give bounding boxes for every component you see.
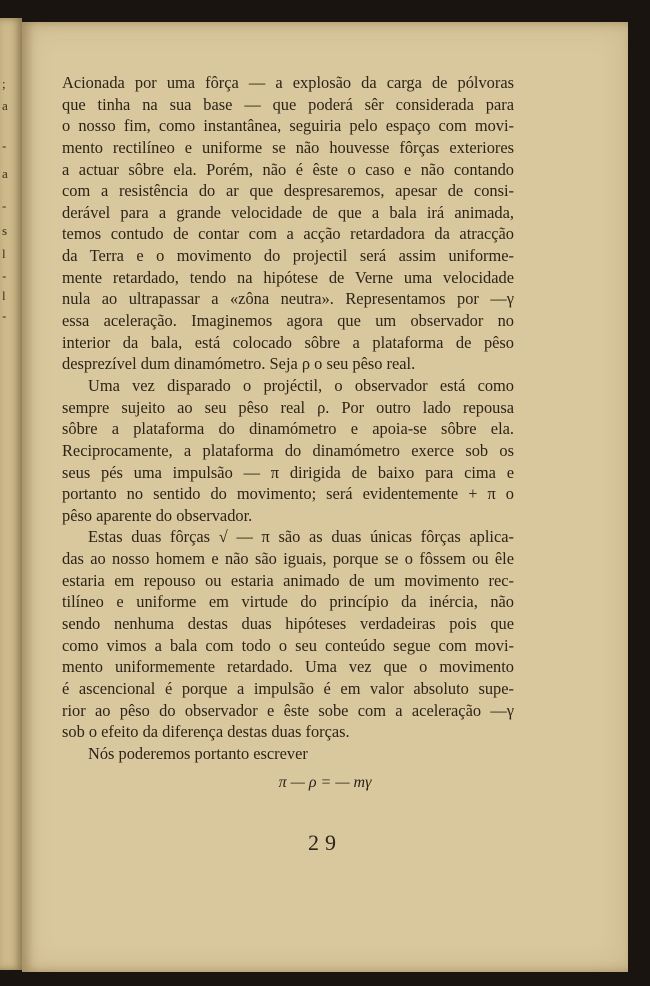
- text-line: mente retardado, tendo na hipótese de Verne uma velocidade: [62, 267, 514, 287]
- edge-mark: -: [2, 138, 7, 153]
- edge-mark: -: [2, 268, 7, 283]
- text-line: tilíneo e uniforme em virtude do princípio da inércia, não: [62, 592, 514, 612]
- edge-mark: a: [2, 98, 8, 113]
- edge-mark: ;: [2, 76, 6, 91]
- text-line: a actuar sôbre ela. Porém, não é êste o caso e não contando: [62, 159, 514, 179]
- text-line: derável para a grande velocidade de que a bala irá animada,: [62, 202, 514, 222]
- text-line: sob o efeito da diferença destas duas forças.: [62, 722, 350, 742]
- text-line: mento rectilíneo e uniforme se não houvesse fôrças exteriores: [62, 137, 514, 157]
- text-line: Acionada por uma fôrça — a explosão da carga de pólvoras: [62, 73, 514, 92]
- page-number: 29: [308, 830, 342, 855]
- book-page: [22, 22, 628, 972]
- facing-page-edge: [0, 18, 22, 970]
- text-line: é ascencional é porque a impulsão é em valor absoluto supe-: [62, 678, 514, 698]
- edge-mark: -: [2, 308, 7, 323]
- text-line: Estas duas fôrças √ — π são as duas únicas fôrças aplica-: [88, 527, 514, 547]
- body-text: [62, 72, 514, 765]
- text-line: pêso aparente do observador.: [62, 505, 253, 525]
- text-line: estaria em repouso ou estaria animado de um movimento rec-: [62, 570, 514, 590]
- text-line: como vimos a bala com todo o seu conteúdo segue com movi-: [62, 635, 514, 655]
- edge-mark: a: [2, 166, 8, 181]
- text-line: Nós poderemos portanto escrever: [88, 743, 308, 763]
- equation: π — ρ = — mγ: [278, 774, 372, 791]
- edge-mark: -: [2, 198, 7, 213]
- text-line: rior ao pêso do observador e êste sobe com a aceleração —γ: [62, 700, 514, 720]
- paragraph: [62, 72, 514, 375]
- text-line: da Terra e o movimento do projectil será assim uniforme-: [62, 246, 514, 266]
- paragraph: [62, 526, 514, 742]
- text-line: que tinha na sua base — que poderá sêr considerada para: [62, 94, 514, 114]
- text-line: desprezível dum dinamómetro. Seja ρ o seu pêso real.: [62, 354, 416, 374]
- text-line: Uma vez disparado o projéctil, o observador está como: [88, 375, 514, 395]
- paragraph: [62, 375, 514, 526]
- text-line: mento uniformemente retardado. Uma vez que o movimento: [62, 657, 514, 677]
- paragraph: [62, 743, 514, 765]
- text-line: temos contudo de contar com a acção retardadora da atracção: [62, 224, 514, 244]
- text-line: Reciprocamente, a plataforma do dinamómetro exerce sob os: [62, 440, 514, 460]
- edge-mark: s: [2, 223, 8, 238]
- text-line: o nosso fim, como instantânea, seguiria pelo espaço com movi-: [62, 116, 514, 136]
- text-line: sendo nenhuma destas duas hipóteses verdadeiras pois que: [62, 614, 514, 634]
- edge-mark: l: [2, 246, 6, 261]
- text-line: portanto no sentido do movimento; será evidentemente + π o: [62, 484, 514, 504]
- edge-mark: l: [2, 288, 6, 303]
- text-line: essa aceleração. Imaginemos agora que um observador no: [62, 311, 514, 331]
- text-line: sôbre a plataforma do dinamómetro e apoia-se sôbre ela.: [62, 419, 514, 439]
- text-line: das ao nosso homem e não são iguais, porque se o fôssem ou êle: [62, 549, 514, 569]
- text-line: sempre sujeito ao seu pêso real ρ. Por outro lado repousa: [62, 397, 514, 417]
- text-line: interior da bala, está colocado sôbre a plataforma de pêso: [62, 332, 514, 352]
- text-line: seus pés uma impulsão — π dirigida de baixo para cima e: [62, 462, 514, 482]
- text-line: nula ao ultrapassar a «zôna neutra». Representamos por —γ: [62, 289, 514, 309]
- text-line: com a resistência do ar que despresaremos, apesar de consi-: [62, 181, 514, 201]
